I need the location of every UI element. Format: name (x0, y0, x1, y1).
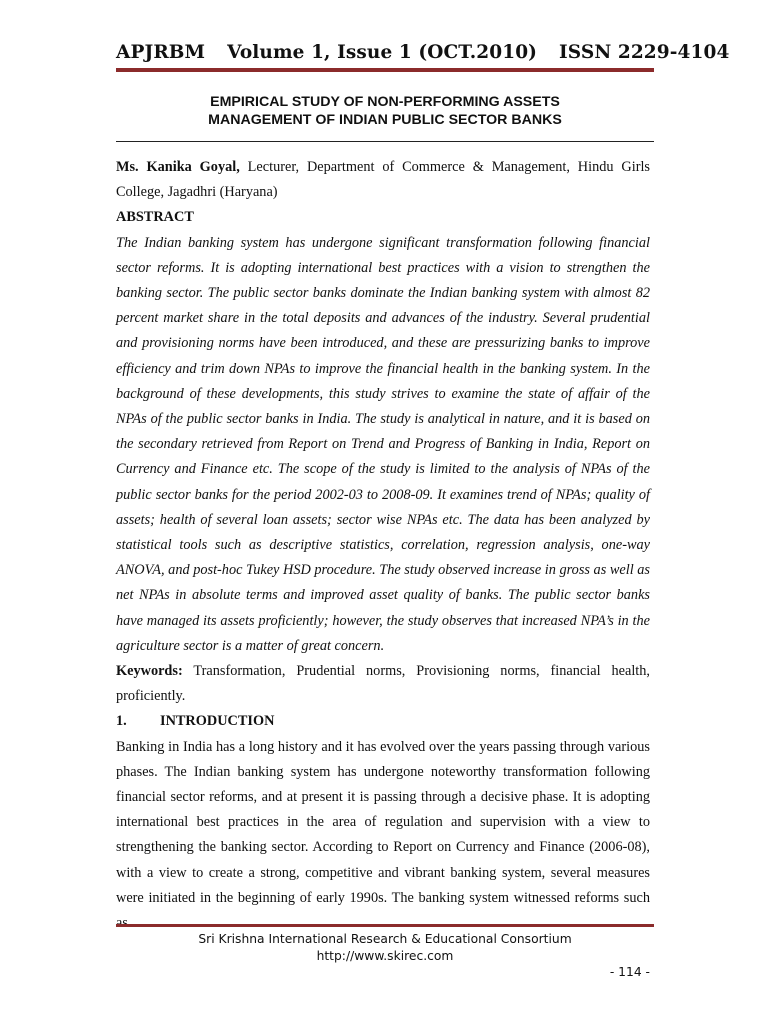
introduction-heading (116, 709, 650, 734)
journal-name: APJRBM (116, 42, 206, 63)
journal-volume: Volume 1, Issue 1 (OCT.2010) (227, 42, 538, 63)
footer-url[interactable]: http://www.skirec.com (316, 949, 454, 963)
paper-title-line-1: EMPIRICAL STUDY OF NON-PERFORMING ASSETS (210, 94, 560, 110)
abstract-text: The Indian banking system has undergone significant transformation following financial sector reforms. It is adopting international best practices with a vision to strengthen the banking sector. The public sector banks dominate the Indian banking system with almost 82 percent market share in the total deposits and advances of the industry. Several prudential and provisioning norms have been introduced, and these are pressurizing banks to improve efficiency and trim down NPAs to improve the financial health in the banking system. In the background of these developments, this study strives to examine the state of affair of the NPAs of the public sector banks in India. The study is analytical in nature, and it is based on the secondary retrieved from Report on Trend and Progress of Banking in India, Report on Currency and Finance etc. The scope of the study is limited to the analysis of NPAs of the public sector banks for the period 2002-03 to 2008-09. It examines trend of NPAs; quality of assets; health of several loan assets; sector wise NPAs etc. The data has been analyzed by statistical tools such as descriptive statistics, correlation, regression analysis, one-way ANOVA, and post-hoc Tukey HSD procedure. The study observed increase in gross as well as net NPAs in absolute terms and improved asset quality of banks. The public sector banks have managed its assets proficiently; however, the study observes that increased NPA’s in the agriculture sector is a matter of great concern. (116, 234, 650, 654)
footer-rule (116, 924, 654, 927)
journal-issn: ISSN 2229-4104 (559, 42, 730, 63)
keywords-text: Transformation, Prudential norms, Provisioning norms, financial health, proficiently. (116, 663, 650, 705)
page-number: - 114 - (609, 965, 650, 979)
section-number: 1. (116, 713, 127, 730)
paper-title-line-2: MANAGEMENT OF INDIAN PUBLIC SECTOR BANKS (208, 112, 562, 128)
title-underline (116, 141, 654, 142)
journal-header (116, 42, 730, 63)
introduction-text: Banking in India has a long history and it has evolved over the years passing through various phases. The Indian banking system has undergone noteworthy transformation following financial sector reforms, and at present it is passing through a decisive phase. It is adopting international best practices in the area of regulation and supervision with a view to strengthening the banking sector. According to Report on Currency and Finance (2006-08), with a view to create a strong, competitive and vibrant banking system, several measures were initiated in the beginning of early 1990s. The banking system witnessed reforms such (116, 738, 650, 906)
author-line (116, 155, 650, 205)
paper-title (116, 93, 654, 129)
author-affiliation: Lecturer, Department of Commerce & Management, Hindu Girls College, Jagadhri (Haryana) (116, 159, 650, 201)
section-title: INTRODUCTION (160, 713, 275, 730)
footer-organization: Sri Krishna International Research & Educational Consortium (198, 932, 572, 946)
abstract-heading: ABSTRACT (116, 209, 194, 226)
keywords-label: Keywords: (116, 663, 183, 680)
page-footer (116, 931, 654, 965)
header-rule (116, 68, 654, 72)
author-name: Ms. Kanika Goyal, (116, 159, 240, 175)
paper-body (116, 155, 650, 936)
keywords-line (116, 659, 650, 709)
